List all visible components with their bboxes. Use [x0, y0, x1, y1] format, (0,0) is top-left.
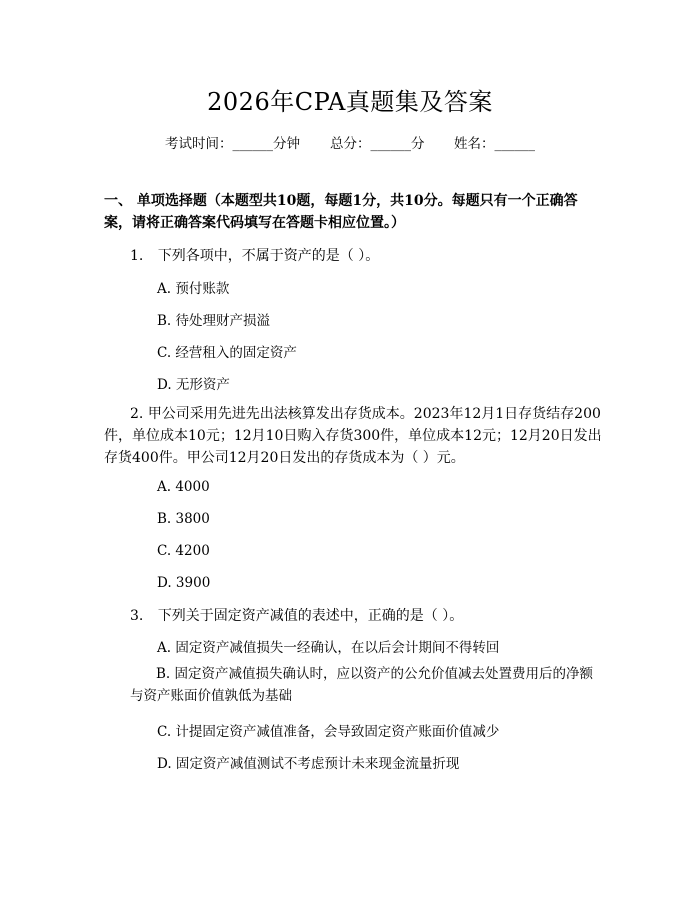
- exam-time-field: 考试时间：______分钟: [165, 136, 300, 152]
- option-d: D. 固定资产减值测试不考虑预计未来现金流量折现: [157, 756, 460, 772]
- question-text: 甲公司采用先进先出法核算发出存货成本。2023年12月1日存货结存200件，单位成本10元；12月10日购入存货300件，单位成本12元；12月20日发出存货400件。甲公司12月20日发出的存货成本为（ ）元。: [104, 406, 602, 466]
- section-heading: 一、 单项选择题（本题型共10题，每题1分，共10分。每题只有一个正确答案，请将正确答案代码填写在答题卡相应位置。）: [104, 193, 578, 231]
- option-b: B. 待处理财产损溢: [157, 313, 271, 329]
- option-a: A. 预付账款: [157, 281, 230, 297]
- question-number: 2.: [130, 406, 144, 422]
- option-d: D. 无形资产: [157, 377, 230, 393]
- question-1: [130, 245, 379, 265]
- question-text: 下列各项中，不属于资产的是（ ）。: [157, 248, 380, 264]
- total-score-field: 总分：______分: [330, 136, 425, 152]
- option-b: B. 3800: [157, 511, 210, 527]
- question-text: 下列关于固定资产减值的表述中，正确的是（ ）。: [157, 608, 464, 624]
- question-number: 3.: [130, 608, 144, 624]
- option-d: D. 3900: [157, 575, 211, 591]
- question-2: [104, 403, 604, 469]
- option-b: B. 固定资产减值损失确认时，应以资产的公允价值减去处置费用后的净额与资产账面价值孰低为基础: [130, 666, 594, 704]
- option-a: A. 固定资产减值损失一经确认，在以后会计期间不得转回: [157, 640, 500, 656]
- option-c: C. 4200: [157, 543, 210, 559]
- question-number: 1.: [130, 248, 144, 264]
- option-c: C. 经营租入的固定资产: [157, 345, 297, 361]
- page-title: 2026年CPA真题集及答案: [207, 88, 493, 116]
- option-a: A. 4000: [157, 479, 210, 495]
- student-name-field: 姓名：______: [454, 136, 535, 152]
- option-c: C. 计提固定资产减值准备，会导致固定资产账面价值减少: [157, 724, 500, 740]
- question-3: [130, 605, 463, 625]
